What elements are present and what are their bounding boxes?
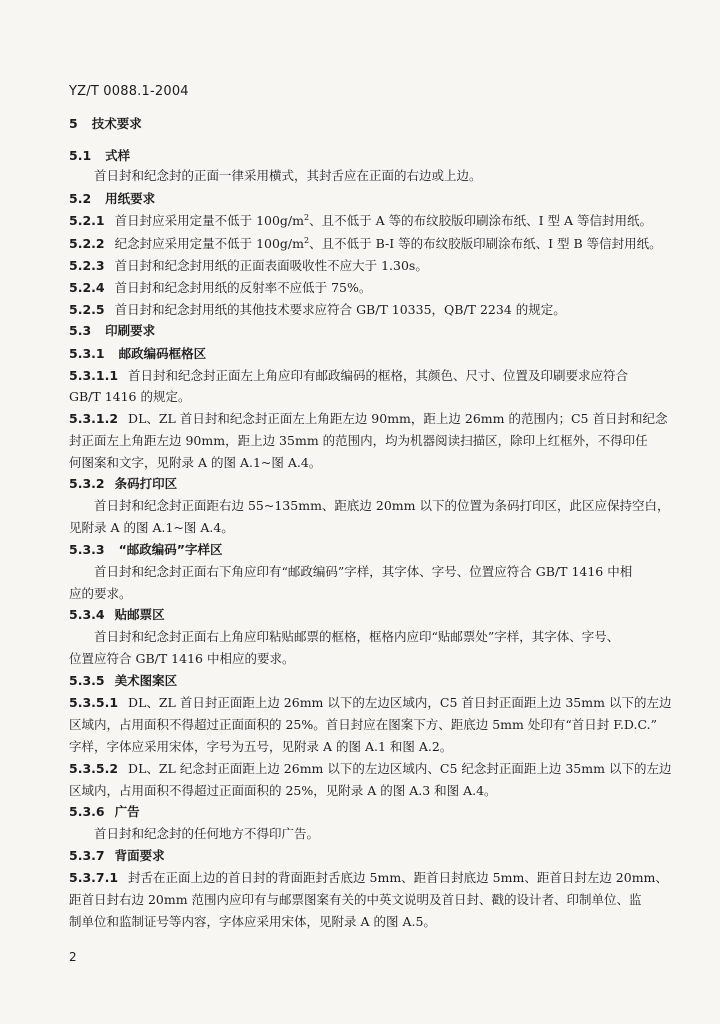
paragraph-line: 首日封和纪念封的任何地方不得印广告。 bbox=[94, 826, 320, 841]
clause-number: 5.3.5.2 bbox=[69, 761, 119, 776]
standard-code-header: YZ/T 0088.1-2004 bbox=[69, 84, 189, 99]
clause-line bbox=[69, 235, 662, 253]
paragraph-line: 见附录 A 的图 A.1~图 A.4。 bbox=[69, 520, 234, 535]
section-number: 5.3 bbox=[69, 323, 92, 338]
page-number: 2 bbox=[69, 950, 77, 964]
clause-line bbox=[69, 869, 668, 887]
clause-line bbox=[69, 257, 428, 275]
clause-text: 首日封和纪念封用纸的反射率不应低于 75%。 bbox=[114, 280, 372, 295]
section-title: 印刷要求 bbox=[105, 323, 156, 338]
paragraph-line: 区域内，占用面积不得超过正面面积的 25%，见附录 A 的图 A.3 和图 A.4。 bbox=[69, 783, 497, 798]
clause-text: 纪念封应采用定量不低于 100g/m bbox=[114, 236, 304, 251]
section-heading bbox=[69, 322, 155, 340]
clause-text: 封舌在正面上边的首日封的背面距封舌底边 5mm、距首日封底边 5mm、距首日封左边 20mm、 bbox=[128, 870, 668, 885]
clause-text: DL、ZL 纪念封正面距上边 26mm 以下的左边区域内、C5 纪念封正面距上边 35mm 以下的左边 bbox=[128, 761, 672, 776]
superscript: 2 bbox=[304, 213, 310, 222]
section-title: 式样 bbox=[105, 148, 131, 163]
section-number: 5.3.2 bbox=[69, 476, 105, 491]
section-number: 5.3.5 bbox=[69, 673, 105, 688]
section-heading bbox=[69, 541, 223, 559]
paragraph-line: 位置应符合 GB/T 1416 中相应的要求。 bbox=[69, 651, 295, 666]
paragraph-line: 应的要求。 bbox=[69, 586, 132, 601]
paragraph-line: 首日封和纪念封正面距右边 55~135mm、距底边 20mm 以下的位置为条码打印区，此区应保持空白， bbox=[94, 498, 670, 513]
section-number: 5.1 bbox=[69, 148, 92, 163]
section-number: 5.3.6 bbox=[69, 804, 105, 819]
clause-line bbox=[69, 694, 671, 712]
paragraph-line: 字样，字体应采用宋体，字号为五号，见附录 A 的图 A.1 和图 A.2。 bbox=[69, 739, 453, 754]
clause-number: 5.2.5 bbox=[69, 302, 105, 317]
paragraph-line: 首日封和纪念封的正面一律采用横式，其封舌应在正面的右边或上边。 bbox=[94, 168, 482, 183]
section-heading bbox=[69, 147, 130, 165]
paragraph-line: 何图案和文字，见附录 A 的图 A.1~图 A.4。 bbox=[69, 455, 322, 470]
clause-text: DL、ZL 首日封和纪念封正面左上角距左边 90mm，距上边 26mm 的范围内；C5 首日封和纪念 bbox=[128, 411, 668, 426]
paragraph-line: 封正面左上角距左边 90mm，距上边 35mm 的范围内，均为机器阅读扫描区，除印上红框外，不得印任 bbox=[69, 433, 648, 448]
section-number: 5.3.3 bbox=[69, 542, 105, 557]
paragraph-line: 首日封和纪念封正面右上角应印粘贴邮票的框格，框格内应印“贴邮票处”字样，其字体、字号、 bbox=[94, 629, 620, 644]
clause-number: 5.2.2 bbox=[69, 236, 105, 251]
clause-number: 5.3.1.2 bbox=[69, 411, 119, 426]
clause-number: 5.2.4 bbox=[69, 280, 105, 295]
clause-text: 首日封和纪念封正面左上角应印有邮政编码的框格，其颜色、尺寸、位置及印刷要求应符合 bbox=[128, 368, 629, 383]
clause-line bbox=[69, 212, 652, 230]
clause-text: 、且不低于 B-I 等的布纹胶版印刷涂布纸、I 型 B 等信封用纸。 bbox=[309, 236, 662, 251]
clause-text: DL、ZL 首日封正面距上边 26mm 以下的左边区域内，C5 首日封正面距上边 35mm 以下的左边 bbox=[128, 695, 672, 710]
section-number: 5.3.1 bbox=[69, 346, 105, 361]
section-title: 用纸要求 bbox=[105, 191, 156, 206]
section-number: 5.2 bbox=[69, 191, 92, 206]
section-title: 背面要求 bbox=[114, 848, 165, 863]
paragraph-line: GB/T 1416 的规定。 bbox=[69, 389, 191, 404]
section-heading bbox=[69, 190, 155, 208]
section-heading bbox=[69, 847, 165, 865]
clause-number: 5.3.5.1 bbox=[69, 695, 119, 710]
clause-line bbox=[69, 367, 628, 385]
clause-number: 5.3.1.1 bbox=[69, 368, 119, 383]
clause-text: 、且不低于 A 等的布纹胶版印刷涂布纸、I 型 A 等信封用纸。 bbox=[309, 213, 652, 228]
paragraph-line: 制单位和监制证号等内容，字体应采用宋体，见附录 A 的图 A.5。 bbox=[69, 914, 436, 929]
section-title: 条码打印区 bbox=[114, 476, 178, 491]
clause-number: 5.2.3 bbox=[69, 258, 105, 273]
clause-text: 首日封和纪念封用纸的其他技术要求应符合 GB/T 10335，QB/T 2234 的规定。 bbox=[114, 302, 566, 317]
paragraph-line: 距首日封右边 20mm 范围内应印有与邮票图案有关的中英文说明及首日封、戳的设计者、印制单位、监 bbox=[69, 892, 642, 907]
section-heading bbox=[69, 345, 206, 363]
section-number: 5.3.4 bbox=[69, 607, 105, 622]
section-heading bbox=[69, 475, 177, 493]
section-heading bbox=[69, 672, 177, 690]
clause-line bbox=[69, 301, 566, 319]
section-heading bbox=[69, 803, 140, 821]
section-title: 贴邮票区 bbox=[114, 607, 165, 622]
superscript: 2 bbox=[304, 236, 310, 245]
section-heading bbox=[69, 115, 142, 133]
section-title: 广告 bbox=[114, 804, 140, 819]
clause-line bbox=[69, 410, 667, 428]
section-number: 5.3.7 bbox=[69, 848, 105, 863]
clause-number: 5.3.7.1 bbox=[69, 870, 119, 885]
clause-text: 首日封和纪念封用纸的正面表面吸收性不应大于 1.30s。 bbox=[114, 258, 428, 273]
clause-number: 5.2.1 bbox=[69, 213, 105, 228]
section-heading bbox=[69, 606, 165, 624]
clause-line bbox=[69, 760, 671, 778]
paragraph-line: 区域内，占用面积不得超过正面面积的 25%。首日封应在图案下方、距底边 5mm 处印有“首日封 F.D.C.” bbox=[69, 717, 657, 732]
section-title: 技术要求 bbox=[91, 116, 142, 131]
clause-line bbox=[69, 279, 371, 297]
section-title: 邮政编码框格区 bbox=[118, 346, 207, 361]
section-title: 美术图案区 bbox=[114, 673, 178, 688]
paragraph-line: 首日封和纪念封正面右下角应印有“邮政编码”字样，其字体、字号、位置应符合 GB/T 1416 中相 bbox=[94, 564, 633, 579]
section-number: 5 bbox=[69, 116, 78, 131]
clause-text: 首日封应采用定量不低于 100g/m bbox=[114, 213, 304, 228]
section-title: “邮政编码”字样区 bbox=[118, 542, 223, 557]
